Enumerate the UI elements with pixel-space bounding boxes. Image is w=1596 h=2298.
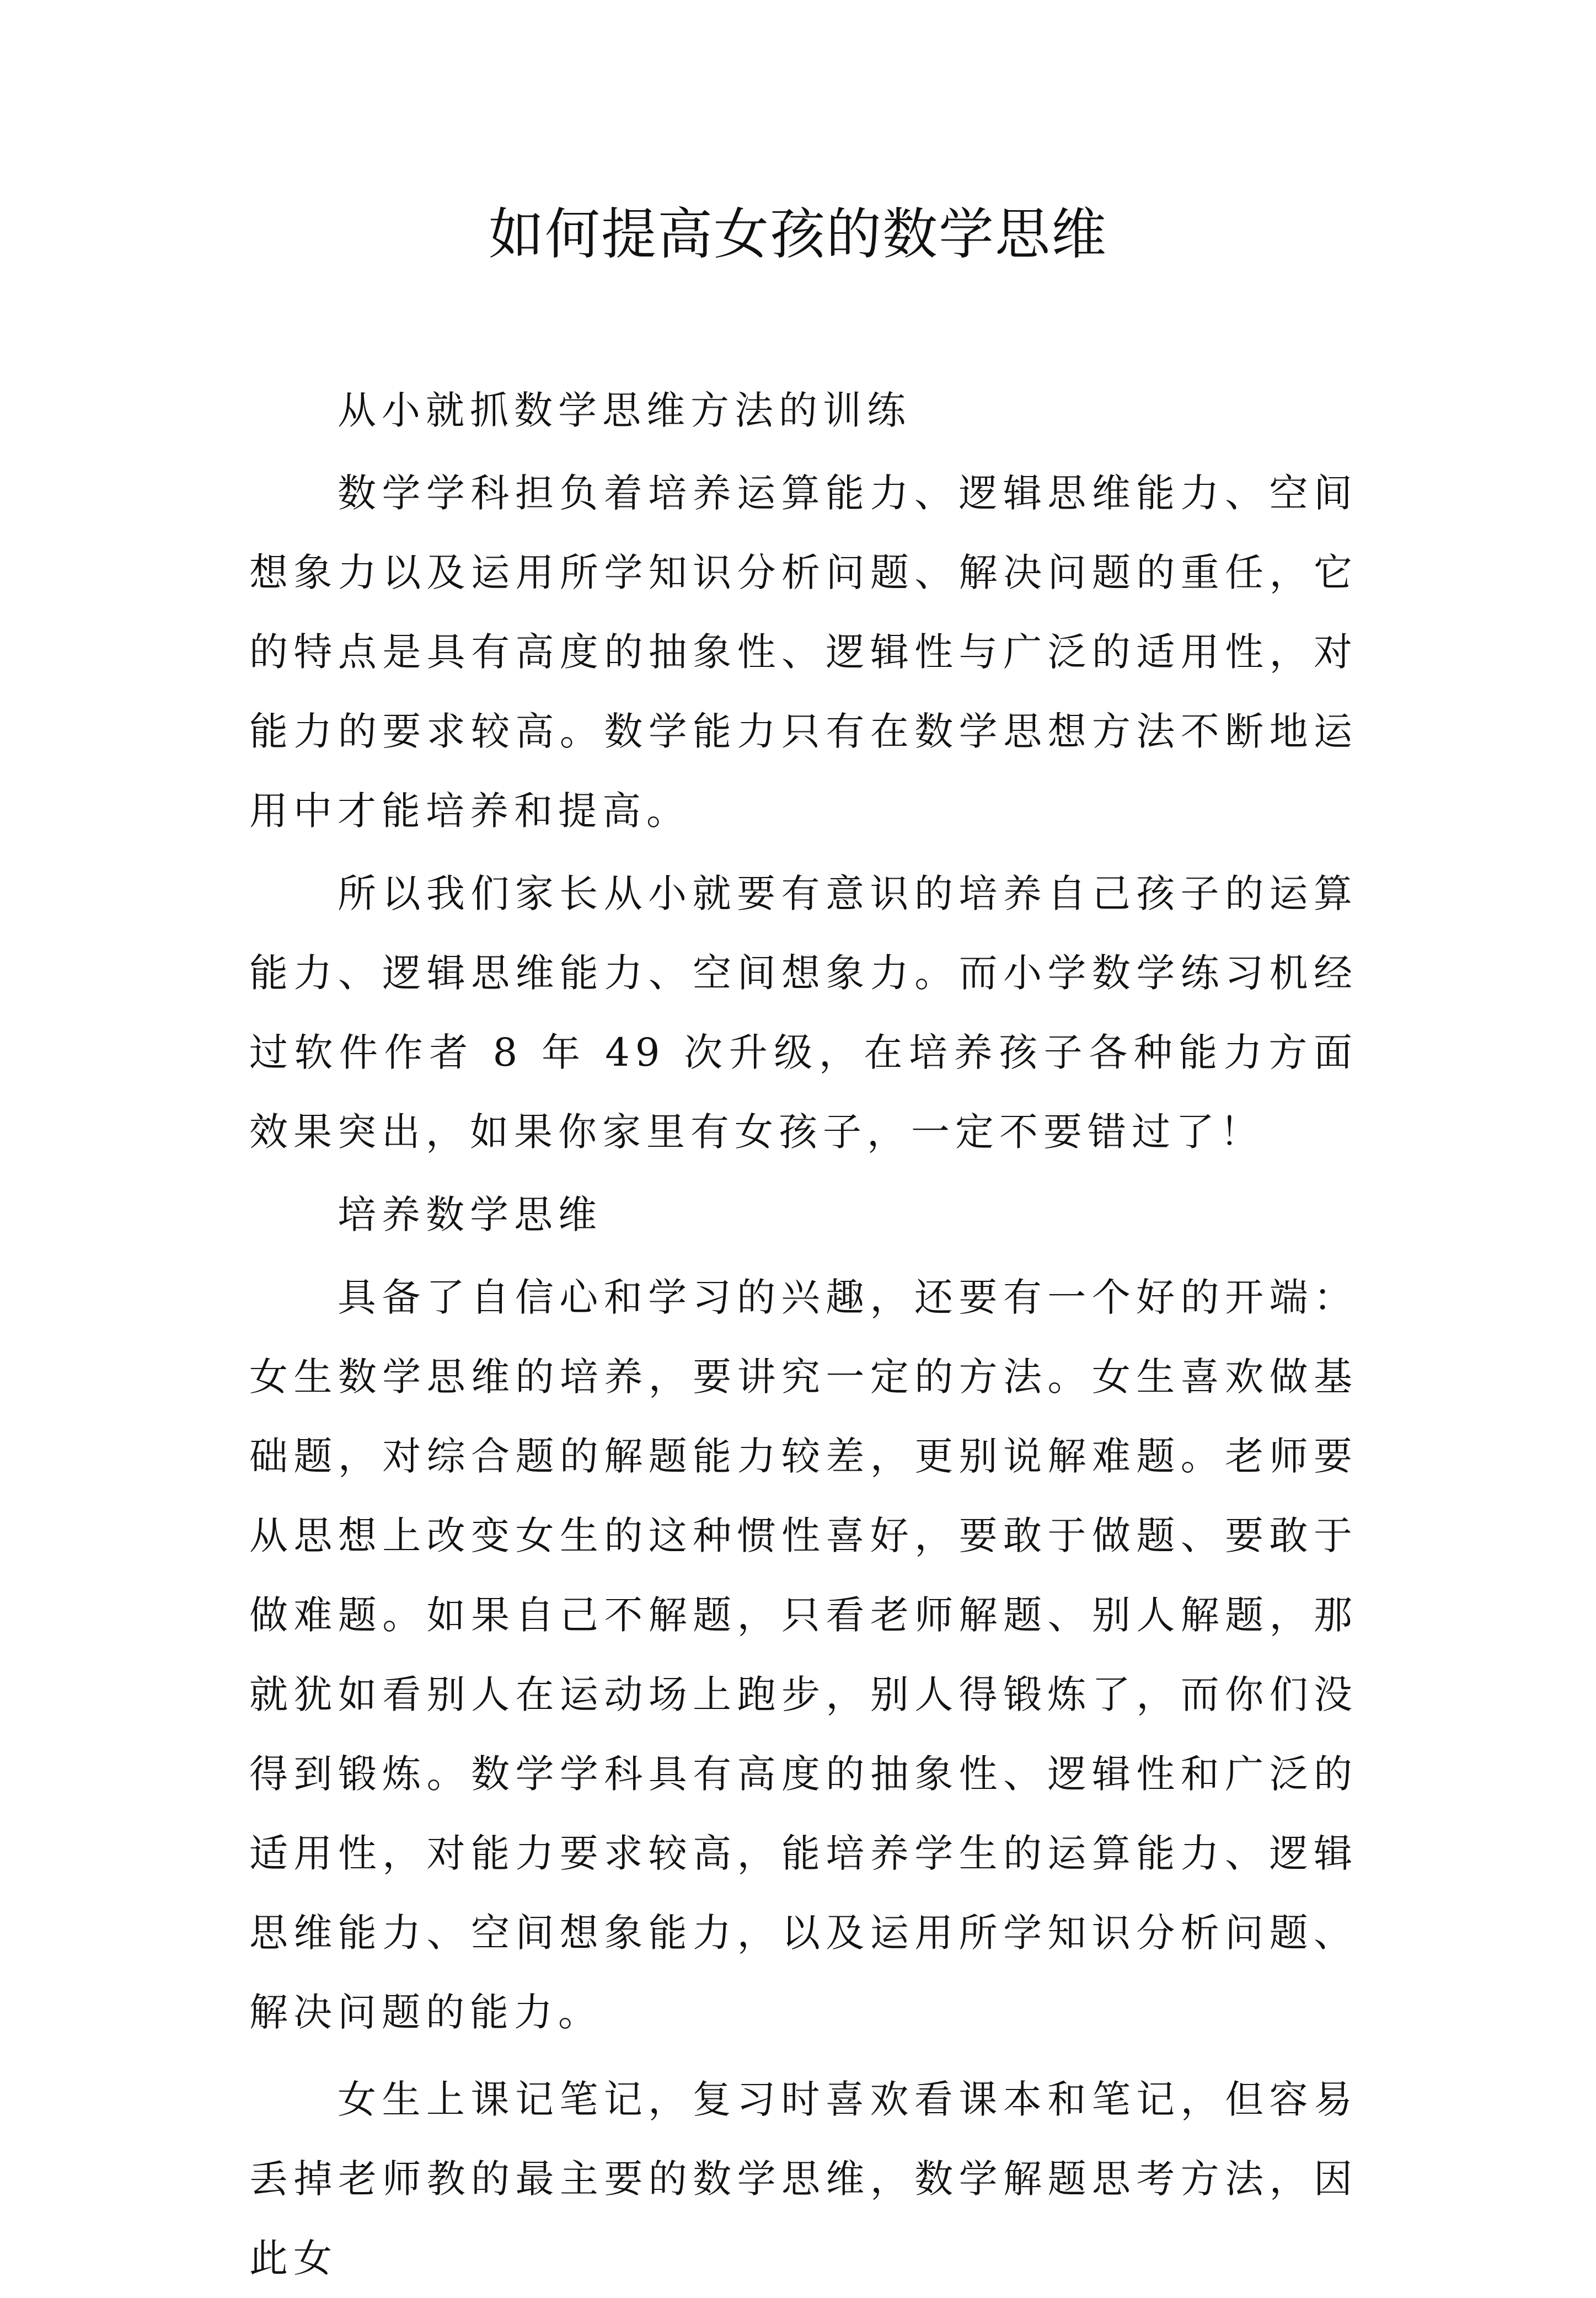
paragraph-heading-training: 从小就抓数学思维方法的训练	[338, 388, 911, 433]
paragraph-confidence: 具备了自信心和学习的兴趣，还要有一个好的开端：女生数学思维的培养，要讲究一定的方法。女生喜欢做基础题，对综合题的解题能力较差，更别说解难题。老师要从思想上改变女生的这种惯性喜好，要敢于做题、要敢于做难题。如果自己不解题，只看老师解题、别人解题，那就犹如看别人在运动场上跑步，别人得锻炼了，而你们没得到锻炼。数学学科具有高度的抽象性、逻辑性和广泛的适用性，对能力要求较高，能培养学生的运算能力、逻辑思维能力、空间想象能力，以及运用所学知识分析问题、解决问题的能力。	[249, 1275, 1358, 2035]
document-title: 如何提高女孩的数学思维	[489, 202, 1107, 266]
paragraph-math-subject: 数学学科担负着培养运算能力、逻辑思维能力、空间想象力以及运用所学知识分析问题、解决问题的重任，它的特点是具有高度的抽象性、逻辑性与广泛的适用性，对能力的要求较高。数学能力只有在数学思想方法不断地运用中才能培养和提高。	[249, 471, 1358, 833]
paragraph-parents: 所以我们家长从小就要有意识的培养自己孩子的运算能力、逻辑思维能力、空间想象力。而小学数学练习机经过软件作者 8 年 49 次升级，在培养孩子各种能力方面效果突出，如果你家里有女孩子，一定不要错过了！	[249, 871, 1358, 1155]
paragraph-notes: 女生上课记笔记，复习时喜欢看课本和笔记，但容易丢掉老师教的最主要的数学思维，数学解题思考方法，因此女	[249, 2077, 1358, 2281]
document-body	[249, 371, 1358, 2298]
paragraph-heading-cultivate: 培养数学思维	[338, 1192, 602, 1237]
